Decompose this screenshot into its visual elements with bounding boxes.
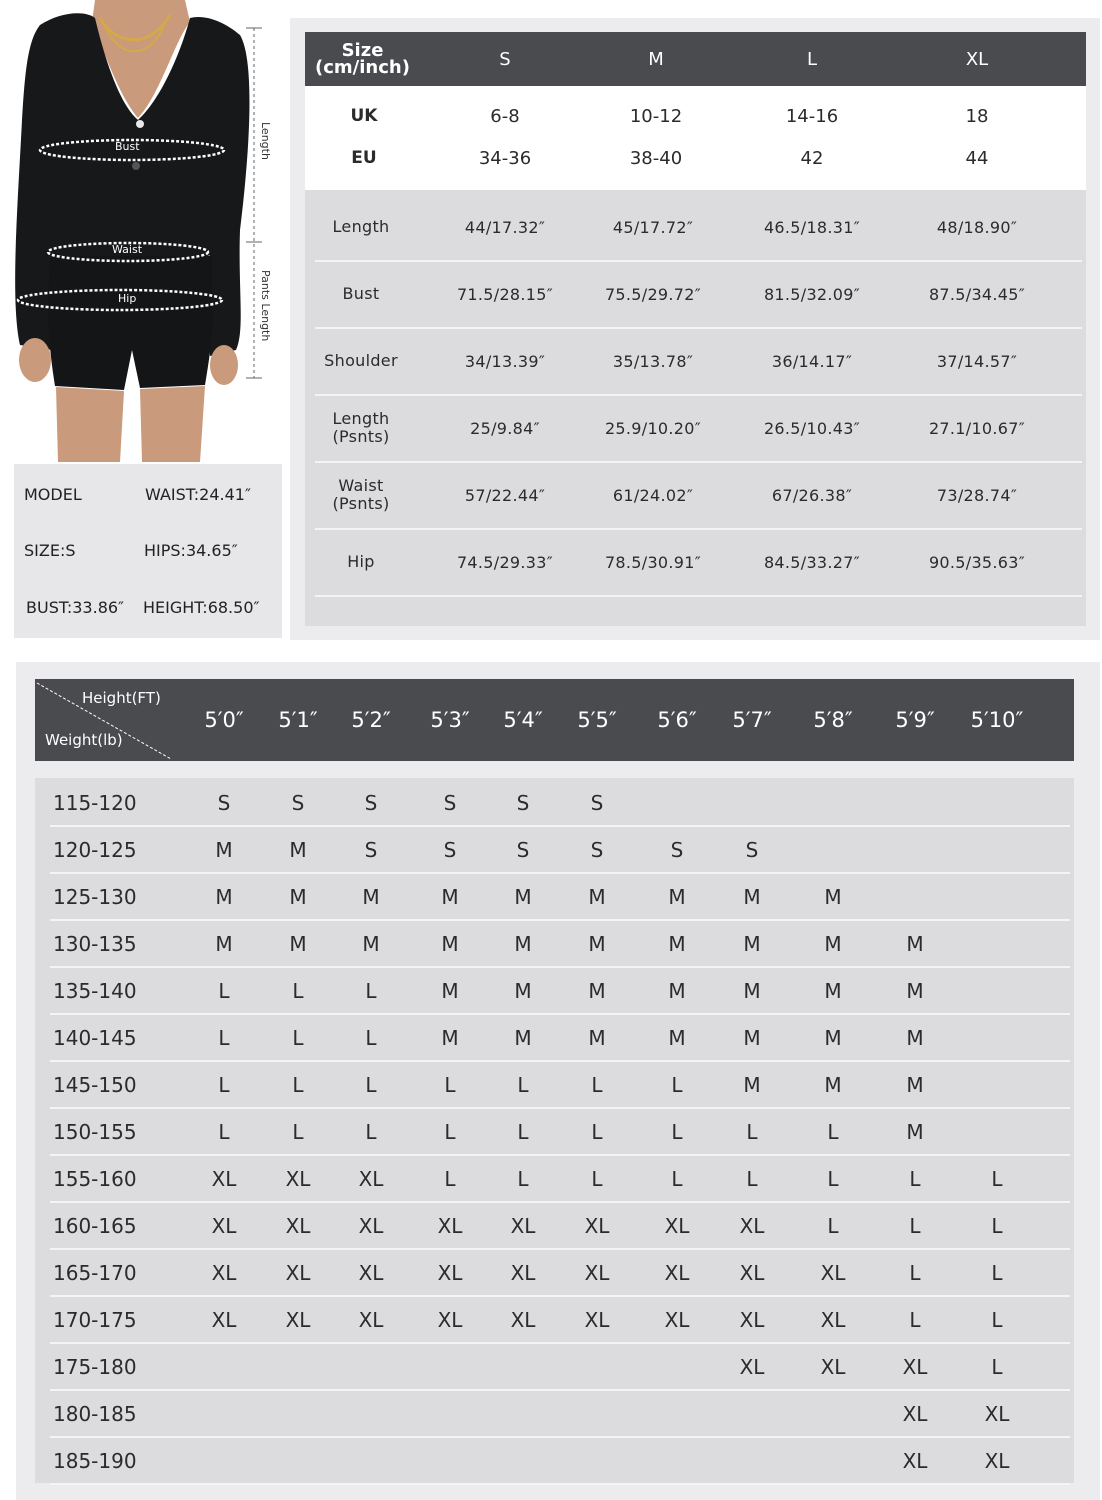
size-cell: XL xyxy=(358,1260,384,1285)
size-cell: L xyxy=(746,1119,758,1144)
size-cell: L xyxy=(827,1119,839,1144)
size-cell: XL xyxy=(584,1213,610,1238)
size-cell: L xyxy=(365,1025,377,1050)
size-cell: M xyxy=(215,884,233,909)
size-cell: M xyxy=(362,884,380,909)
region-row-uk xyxy=(305,95,1086,137)
measurement-rows xyxy=(305,190,1086,626)
measure-value: 27.1/10.67″ xyxy=(928,418,1026,438)
size-cell: XL xyxy=(285,1260,311,1285)
size-cell: L xyxy=(365,1072,377,1097)
measure-row-bust xyxy=(315,261,1082,329)
table-row xyxy=(50,1344,1070,1391)
measure-label: Waist (Psnts) xyxy=(332,476,390,513)
weight-range-label: 130-135 xyxy=(53,931,137,956)
size-cell: M xyxy=(289,931,307,956)
height-column-header: 5′2″ xyxy=(351,708,391,732)
table-row xyxy=(50,1156,1070,1203)
size-cell: M xyxy=(441,931,459,956)
measure-row-pants-waist xyxy=(315,462,1082,530)
height-column-header: 5′4″ xyxy=(503,708,543,732)
model-info-box xyxy=(14,464,282,638)
weight-range-label: 165-170 xyxy=(53,1260,137,1285)
measure-row-pants-length xyxy=(315,395,1082,463)
size-cell: M xyxy=(441,884,459,909)
height-column-header: 5′9″ xyxy=(895,708,935,732)
size-cell: L xyxy=(517,1166,529,1191)
size-cell xyxy=(493,1438,553,1483)
size-cell: XL xyxy=(211,1213,237,1238)
weight-range-label: 125-130 xyxy=(53,884,137,909)
region-value: 42 xyxy=(800,147,824,169)
size-cell xyxy=(803,1391,863,1436)
size-col-l: L xyxy=(806,48,818,70)
size-cell xyxy=(194,1391,254,1436)
size-cell xyxy=(493,1391,553,1436)
model-hips: HIPS:34.65″ xyxy=(144,541,238,560)
size-cell: S xyxy=(670,837,684,862)
size-cell: XL xyxy=(584,1260,610,1285)
size-cell: XL xyxy=(510,1213,536,1238)
height-column-header: 5′6″ xyxy=(657,708,697,732)
size-cell: XL xyxy=(739,1213,765,1238)
size-cell: M xyxy=(441,978,459,1003)
size-cell: XL xyxy=(211,1166,237,1191)
region-value: 18 xyxy=(965,105,989,127)
model-size: SIZE:S xyxy=(24,541,76,560)
size-cell: L xyxy=(827,1166,839,1191)
size-cell xyxy=(722,780,782,825)
region-value: 6-8 xyxy=(490,105,520,127)
table-row xyxy=(50,1015,1070,1062)
size-cell xyxy=(885,827,945,872)
region-label: UK xyxy=(350,106,378,126)
size-cell xyxy=(647,1438,707,1483)
size-col-s: S xyxy=(499,48,511,70)
size-cell: L xyxy=(746,1166,758,1191)
model-heading: MODEL xyxy=(24,485,82,504)
measure-value: 61/24.02″ xyxy=(612,485,694,505)
weight-range-label: 170-175 xyxy=(53,1307,137,1332)
size-cell: M xyxy=(743,884,761,909)
size-cell: S xyxy=(745,837,759,862)
measure-value: 90.5/35.63″ xyxy=(928,552,1026,572)
size-cell: S xyxy=(590,790,604,815)
size-cell: XL xyxy=(739,1354,765,1379)
size-cell: S xyxy=(590,837,604,862)
region-value: 44 xyxy=(965,147,989,169)
size-cell: L xyxy=(292,1119,304,1144)
size-cell: L xyxy=(292,1025,304,1050)
table-row xyxy=(50,1250,1070,1297)
size-cell: S xyxy=(364,837,378,862)
size-cell: XL xyxy=(358,1307,384,1332)
measure-row-length xyxy=(315,194,1082,262)
size-cell: XL xyxy=(358,1166,384,1191)
size-cell: L xyxy=(292,978,304,1003)
size-cell: L xyxy=(365,1119,377,1144)
region-value: 14-16 xyxy=(785,105,839,127)
measure-value: 25/9.84″ xyxy=(470,418,540,438)
model-waist: WAIST:24.41″ xyxy=(145,485,251,504)
measure-row-hip xyxy=(315,529,1082,597)
measure-value: 75.5/29.72″ xyxy=(604,284,702,304)
size-cell: XL xyxy=(902,1448,928,1473)
size-cell: L xyxy=(444,1072,456,1097)
size-cell: M xyxy=(824,931,842,956)
size-cell: L xyxy=(444,1119,456,1144)
size-cell xyxy=(567,1344,627,1389)
model-height: HEIGHT:68.50″ xyxy=(143,598,260,617)
size-cell: M xyxy=(588,1025,606,1050)
size-cell: M xyxy=(588,884,606,909)
size-cell: XL xyxy=(437,1213,463,1238)
measure-value: 25.9/10.20″ xyxy=(604,418,702,438)
measure-value: 74.5/29.33″ xyxy=(456,552,554,572)
size-cell xyxy=(341,1438,401,1483)
size-cell xyxy=(885,780,945,825)
size-cell: M xyxy=(824,978,842,1003)
measure-value: 34/13.39″ xyxy=(464,351,546,371)
table-row xyxy=(50,1391,1070,1438)
height-column-header: 5′1″ xyxy=(278,708,318,732)
size-cell: M xyxy=(215,931,233,956)
size-cell: M xyxy=(441,1025,459,1050)
size-cell xyxy=(722,1391,782,1436)
table-row xyxy=(50,1203,1070,1250)
size-cell: XL xyxy=(437,1307,463,1332)
size-cell: S xyxy=(443,837,457,862)
measure-value: 48/18.90″ xyxy=(936,217,1018,237)
size-cell: XL xyxy=(820,1354,846,1379)
height-column-header: 5′10″ xyxy=(970,708,1024,732)
size-cell xyxy=(647,1344,707,1389)
region-label: EU xyxy=(351,148,377,168)
weight-range-label: 135-140 xyxy=(53,978,137,1003)
measure-value: 81.5/32.09″ xyxy=(763,284,861,304)
size-cell: S xyxy=(217,790,231,815)
size-cell: M xyxy=(668,931,686,956)
size-corner-label: Size (cm/inch) xyxy=(315,40,410,78)
size-cell: M xyxy=(743,978,761,1003)
size-cell: XL xyxy=(739,1260,765,1285)
size-cell xyxy=(803,780,863,825)
table-row xyxy=(50,1109,1070,1156)
size-cell: M xyxy=(668,1025,686,1050)
height-axis-label: Height(FT) xyxy=(82,689,161,707)
model-bust: BUST:33.86″ xyxy=(26,598,125,617)
size-cell: M xyxy=(906,1119,924,1144)
size-cell: M xyxy=(514,1025,532,1050)
measure-value: 44/17.32″ xyxy=(464,217,546,237)
height-column-header: 5′5″ xyxy=(577,708,617,732)
size-cell xyxy=(194,1438,254,1483)
model-illustration xyxy=(0,0,290,462)
size-cell: XL xyxy=(285,1307,311,1332)
size-cell: L xyxy=(444,1166,456,1191)
table-row xyxy=(50,874,1070,921)
size-cell: S xyxy=(443,790,457,815)
size-col-xl: XL xyxy=(965,48,989,70)
size-cell: M xyxy=(906,1072,924,1097)
size-cell xyxy=(341,1391,401,1436)
size-cell: M xyxy=(289,837,307,862)
table-row xyxy=(50,780,1070,827)
size-cell xyxy=(967,1015,1027,1060)
size-cell: M xyxy=(743,1072,761,1097)
measure-value: 71.5/28.15″ xyxy=(456,284,554,304)
size-cell: M xyxy=(824,884,842,909)
size-cell: XL xyxy=(739,1307,765,1332)
size-cell: M xyxy=(514,931,532,956)
weight-range-label: 145-150 xyxy=(53,1072,137,1097)
size-cell: XL xyxy=(984,1448,1010,1473)
size-cell xyxy=(885,874,945,919)
pants-length-dimension-label: Pants Length xyxy=(259,270,272,342)
size-cell xyxy=(967,827,1027,872)
size-cell: XL xyxy=(820,1307,846,1332)
size-cell: XL xyxy=(664,1213,690,1238)
size-cell: XL xyxy=(664,1260,690,1285)
size-cell xyxy=(647,780,707,825)
size-cell: XL xyxy=(510,1260,536,1285)
size-cell: M xyxy=(514,884,532,909)
size-cell: L xyxy=(218,1072,230,1097)
table-row xyxy=(50,1062,1070,1109)
size-cell xyxy=(420,1344,480,1389)
size-cell: S xyxy=(291,790,305,815)
size-cell: L xyxy=(218,1025,230,1050)
size-cell: S xyxy=(516,837,530,862)
waist-label: Waist xyxy=(112,243,143,256)
size-cell xyxy=(967,1109,1027,1154)
measure-value: 78.5/30.91″ xyxy=(604,552,702,572)
measure-value: 36/14.17″ xyxy=(771,351,853,371)
model-figure xyxy=(0,0,290,462)
size-cell: L xyxy=(591,1119,603,1144)
size-cell: XL xyxy=(358,1213,384,1238)
table-row xyxy=(50,968,1070,1015)
size-cell: L xyxy=(671,1119,683,1144)
weight-range-label: 120-125 xyxy=(53,837,137,862)
measure-label: Shoulder xyxy=(324,351,398,370)
size-cell: XL xyxy=(820,1260,846,1285)
weight-range-label: 185-190 xyxy=(53,1448,137,1473)
size-cell: XL xyxy=(285,1166,311,1191)
measure-value: 57/22.44″ xyxy=(464,485,546,505)
size-cell: L xyxy=(827,1213,839,1238)
weight-range-label: 155-160 xyxy=(53,1166,137,1191)
size-cell: L xyxy=(591,1072,603,1097)
size-cell: L xyxy=(909,1166,921,1191)
region-value: 38-40 xyxy=(629,147,683,169)
size-cell xyxy=(567,1438,627,1483)
size-cell: XL xyxy=(902,1401,928,1426)
size-cell: L xyxy=(365,978,377,1003)
height-weight-header xyxy=(35,679,1074,761)
table-row xyxy=(50,1297,1070,1344)
size-cell: XL xyxy=(211,1260,237,1285)
size-cell xyxy=(341,1344,401,1389)
measure-row-shoulder xyxy=(315,328,1082,396)
size-cell: M xyxy=(668,978,686,1003)
size-cell xyxy=(194,1344,254,1389)
size-cell: XL xyxy=(211,1307,237,1332)
size-cell: XL xyxy=(664,1307,690,1332)
size-cell: M xyxy=(588,931,606,956)
size-cell xyxy=(967,874,1027,919)
size-cell xyxy=(268,1438,328,1483)
region-value: 34-36 xyxy=(478,147,532,169)
height-column-header: 5′3″ xyxy=(430,708,470,732)
measure-value: 46.5/18.31″ xyxy=(763,217,861,237)
size-cell xyxy=(967,1062,1027,1107)
size-cell xyxy=(803,827,863,872)
size-cell xyxy=(268,1391,328,1436)
size-cell: L xyxy=(671,1166,683,1191)
measure-label: Hip xyxy=(347,552,375,571)
size-cell xyxy=(268,1344,328,1389)
size-cell: XL xyxy=(584,1307,610,1332)
size-cell: M xyxy=(289,884,307,909)
measure-label: Length xyxy=(332,217,390,236)
size-cell xyxy=(803,1438,863,1483)
size-chart-header xyxy=(305,32,1086,86)
table-row xyxy=(50,827,1070,874)
measure-label: Bust xyxy=(342,284,380,303)
measure-value: 87.5/34.45″ xyxy=(928,284,1026,304)
size-cell xyxy=(493,1344,553,1389)
size-cell: M xyxy=(824,1025,842,1050)
size-cell: L xyxy=(517,1119,529,1144)
size-cell: XL xyxy=(437,1260,463,1285)
bust-label: Bust xyxy=(115,140,140,153)
size-cell xyxy=(967,780,1027,825)
size-cell: M xyxy=(743,1025,761,1050)
size-cell: M xyxy=(824,1072,842,1097)
size-cell: L xyxy=(991,1260,1003,1285)
size-cell: L xyxy=(909,1307,921,1332)
region-value: 10-12 xyxy=(629,105,683,127)
measure-value: 37/14.57″ xyxy=(936,351,1018,371)
size-cell: L xyxy=(218,978,230,1003)
height-column-header: 5′8″ xyxy=(813,708,853,732)
measure-label: Length (Psnts) xyxy=(332,409,390,446)
size-cell: M xyxy=(743,931,761,956)
measure-value: 73/28.74″ xyxy=(936,485,1018,505)
measure-value: 84.5/33.27″ xyxy=(763,552,861,572)
size-cell: L xyxy=(991,1213,1003,1238)
size-cell: M xyxy=(906,978,924,1003)
size-cell: M xyxy=(215,837,233,862)
size-cell xyxy=(567,1391,627,1436)
size-cell: S xyxy=(516,790,530,815)
size-cell: XL xyxy=(902,1354,928,1379)
measure-value: 35/13.78″ xyxy=(612,351,694,371)
table-row xyxy=(50,921,1070,968)
size-cell: L xyxy=(292,1072,304,1097)
weight-range-label: 180-185 xyxy=(53,1401,137,1426)
size-col-m: M xyxy=(648,48,664,70)
size-cell: M xyxy=(514,978,532,1003)
weight-range-label: 115-120 xyxy=(53,790,137,815)
weight-range-label: 140-145 xyxy=(53,1025,137,1050)
measure-value: 67/26.38″ xyxy=(771,485,853,505)
region-row-eu xyxy=(305,137,1086,179)
size-cell: M xyxy=(362,931,380,956)
size-cell: XL xyxy=(510,1307,536,1332)
size-cell xyxy=(967,968,1027,1013)
size-cell: M xyxy=(906,931,924,956)
weight-range-label: 160-165 xyxy=(53,1213,137,1238)
size-cell xyxy=(967,921,1027,966)
region-size-rows xyxy=(305,86,1086,190)
size-cell: XL xyxy=(984,1401,1010,1426)
table-row xyxy=(50,1438,1070,1485)
measure-value: 45/17.72″ xyxy=(612,217,694,237)
size-cell xyxy=(647,1391,707,1436)
size-cell: M xyxy=(906,1025,924,1050)
weight-axis-label: Weight(lb) xyxy=(45,731,123,749)
size-cell xyxy=(420,1438,480,1483)
size-cell xyxy=(420,1391,480,1436)
hip-label: Hip xyxy=(118,292,137,305)
measure-value: 26.5/10.43″ xyxy=(763,418,861,438)
size-cell: L xyxy=(991,1307,1003,1332)
weight-range-label: 175-180 xyxy=(53,1354,137,1379)
size-cell: XL xyxy=(285,1213,311,1238)
size-cell: M xyxy=(668,884,686,909)
size-cell xyxy=(722,1438,782,1483)
size-cell: M xyxy=(588,978,606,1003)
size-cell: L xyxy=(991,1166,1003,1191)
size-cell: L xyxy=(671,1072,683,1097)
size-cell: L xyxy=(991,1354,1003,1379)
height-column-header: 5′7″ xyxy=(732,708,772,732)
size-cell: L xyxy=(591,1166,603,1191)
height-weight-body xyxy=(35,778,1074,1483)
size-cell: S xyxy=(364,790,378,815)
size-cell: L xyxy=(909,1260,921,1285)
length-dimension-label: Length xyxy=(259,122,272,160)
height-column-header: 5′0″ xyxy=(204,708,244,732)
weight-range-label: 150-155 xyxy=(53,1119,137,1144)
size-cell: L xyxy=(909,1213,921,1238)
size-cell: L xyxy=(517,1072,529,1097)
size-cell: L xyxy=(218,1119,230,1144)
